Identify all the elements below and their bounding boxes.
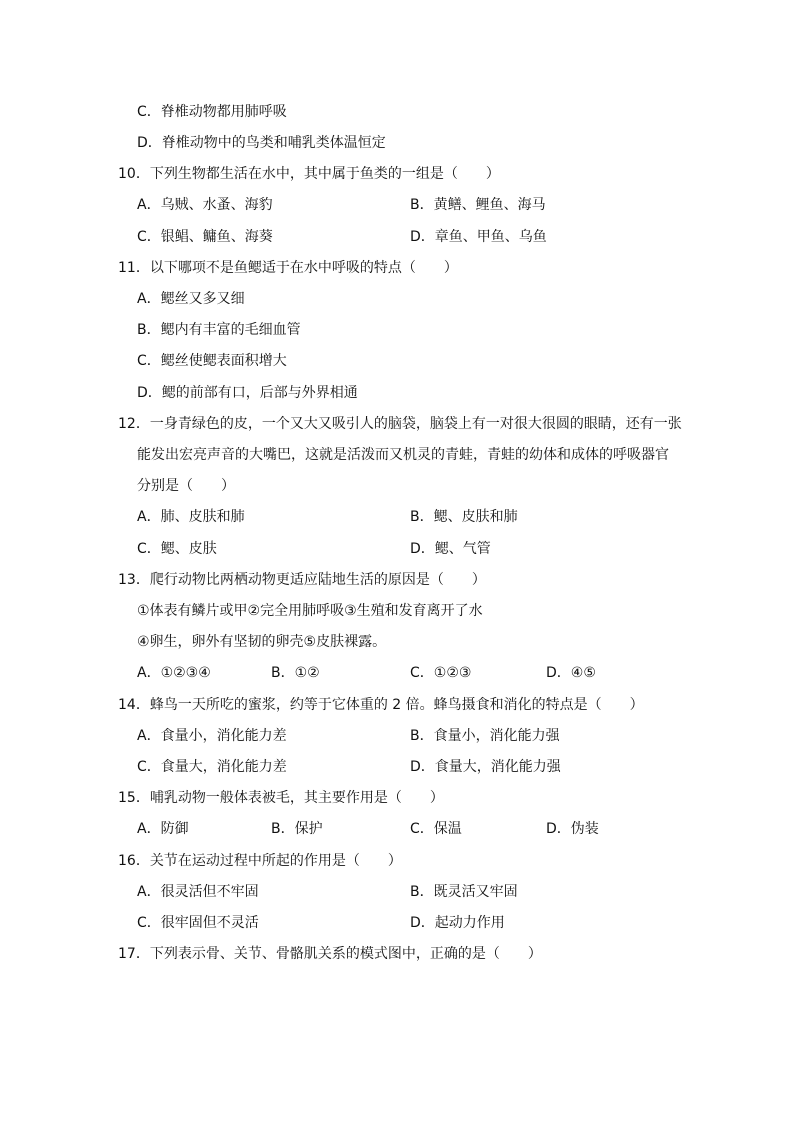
question-17: 17．下列表示骨、关节、骨骼肌关系的模式图中，正确的是（ ）	[118, 946, 542, 962]
q15-option-b: B．保护	[271, 821, 323, 837]
question-12: 12．一身青绿色的皮，一个又大又吸引人的脑袋，脑袋上有一对很大很圆的眼睛，还有一张	[118, 416, 682, 432]
question-12-line-3: 分别是（ ）	[137, 478, 235, 494]
q12-option-d: D．鳃、气管	[410, 541, 491, 557]
question-13-line-2: ①体表有鳞片或甲②完全用肺呼吸③生殖和发育离开了水	[137, 603, 483, 619]
question-10: 10．下列生物都生活在水中，其中属于鱼类的一组是（ ）	[118, 166, 500, 182]
q12-option-c: C．鳃、皮肤	[137, 541, 217, 557]
q13-option-a: A．①②③④	[137, 665, 211, 681]
q14-option-b: B．食量小，消化能力强	[410, 728, 560, 744]
q13-option-b: B．①②	[271, 665, 320, 681]
q12-option-b: B．鳃、皮肤和肺	[410, 509, 518, 525]
q10-option-a: A．乌贼、水蚤、海豹	[137, 197, 273, 213]
q12-option-a: A．肺、皮肤和肺	[137, 509, 245, 525]
q15-option-d: D．伪装	[546, 821, 599, 837]
q11-option-b: B．鳃内有丰富的毛细血管	[137, 322, 301, 338]
question-12-line-2: 能发出宏亮声音的大嘴巴，这就是活泼而又机灵的青蛙，青蛙的幼体和成体的呼吸器官	[137, 447, 669, 463]
q16-option-b: B．既灵活又牢固	[410, 884, 518, 900]
q13-option-c: C．①②③	[410, 665, 472, 681]
q15-option-c: C．保温	[410, 821, 462, 837]
q16-option-d: D．起动力作用	[410, 915, 505, 931]
q14-option-a: A．食量小，消化能力差	[137, 728, 287, 744]
q11-option-d: D．鳃的前部有口，后部与外界相通	[137, 385, 358, 401]
question-11: 11．以下哪项不是鱼鳃适于在水中呼吸的特点（ ）	[118, 260, 458, 276]
q14-option-c: C．食量大，消化能力差	[137, 759, 287, 775]
question-14: 14．蜂鸟一天所吃的蜜浆，约等于它体重的 2 倍。蜂鸟摄食和消化的特点是（ ）	[118, 697, 644, 713]
question-16: 16．关节在运动过程中所起的作用是（ ）	[118, 853, 402, 869]
question-15: 15．哺乳动物一般体表被毛，其主要作用是（ ）	[118, 790, 444, 806]
q14-option-d: D．食量大，消化能力强	[410, 759, 561, 775]
q9-option-d: D．脊椎动物中的鸟类和哺乳类体温恒定	[137, 135, 386, 151]
q16-option-a: A．很灵活但不牢固	[137, 884, 259, 900]
q16-option-c: C．很牢固但不灵活	[137, 915, 259, 931]
q10-option-c: C．银鲳、鳙鱼、海葵	[137, 229, 273, 245]
q9-option-c: C．脊椎动物都用肺呼吸	[137, 104, 287, 120]
question-13-line-3: ④卵生，卵外有坚韧的卵壳⑤皮肤裸露。	[137, 634, 387, 650]
q10-option-b: B．黄鳝、鲤鱼、海马	[410, 197, 546, 213]
q15-option-a: A．防御	[137, 821, 189, 837]
q11-option-c: C．鳃丝使鳃表面积增大	[137, 353, 287, 369]
question-13: 13．爬行动物比两栖动物更适应陆地生活的原因是（ ）	[118, 572, 486, 588]
q13-option-d: D．④⑤	[546, 665, 596, 681]
q10-option-d: D．章鱼、甲鱼、乌鱼	[410, 229, 547, 245]
q11-option-a: A．鳃丝又多又细	[137, 291, 245, 307]
